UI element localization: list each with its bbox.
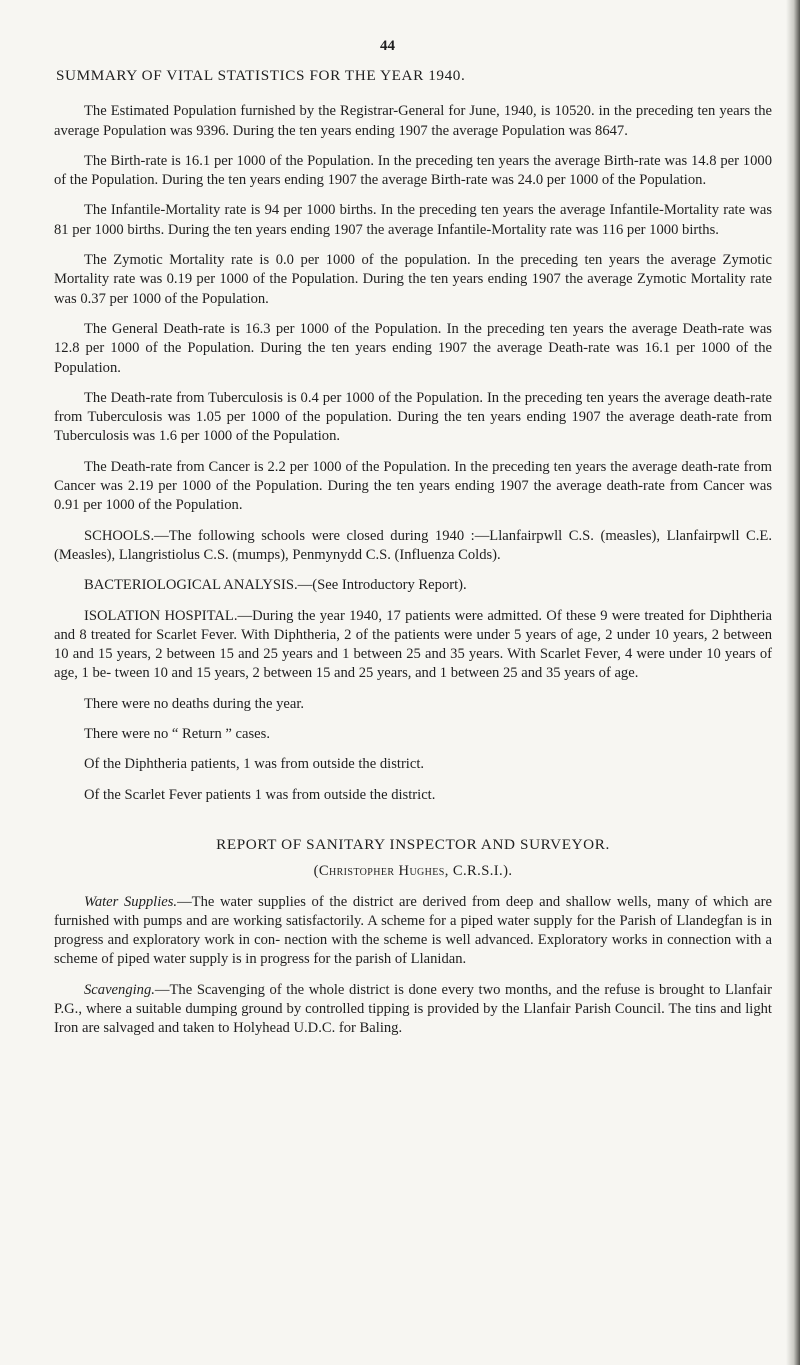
return-cases-paragraph: There were no “ Return ” cases. (84, 726, 270, 743)
page-title: SUMMARY OF VITAL STATISTICS FOR THE YEAR 1940. (56, 67, 466, 84)
death-rate-paragraph: The General Death-rate is 16.3 per 1000 of the Population. In the preceding ten years the average Death-rate was 12.8 per 1000 of the Population. During the ten years ending 1907 the average Death-rate was 16.1 per 1000 of the Population. (54, 320, 772, 376)
page-edge-shadow (786, 0, 800, 1365)
bacteriological-paragraph: BACTERIOLOGICAL ANALYSIS.—(See Introductory Report). (84, 577, 467, 594)
infant-mortality-paragraph: The Infantile-Mortality rate is 94 per 1000 births. In the preceding ten years the average Infantile-Mortality rate was 81 per 1000 births. During the ten years ending 1907 the average Infantile-Mortality rate was 116 per 1000 births. (54, 202, 772, 238)
scarlet-fever-outside-paragraph: Of the Scarlet Fever patients 1 was from outside the district. (84, 786, 436, 803)
deaths-paragraph: There were no deaths during the year. (84, 695, 305, 712)
population-paragraph: The Estimated Population furnished by the Registrar-General for June, 1940, is 10520. in the preceding ten years the average Population was 9396. During the ten years ending 1907 the average Population was 8647. (54, 103, 772, 139)
diphtheria-outside-paragraph: Of the Diphtheria patients, 1 was from outside the district. (84, 756, 425, 773)
scavenging-paragraph (54, 981, 772, 1039)
isolation-hospital-paragraph: ISOLATION HOSPITAL.—During the year 1940, 17 patients were admitted. Of these 9 were treated for Diphtheria and 8 treated for Scarlet Fever. With Diphtheria, 2 of the patients were under 5 years of age, 2 under 10 years, 2 between 10 and 15 years, 2 between 15 and 25 years and 1 between 25 and 35 years. With Scarlet Fever, 4 were under 10 years of age, 1 be- tween 10 and 15 years, 2 between 15 and 25 years, and 1 between 25 and 35 years of age. (54, 607, 772, 682)
water-supplies-paragraph (54, 893, 772, 970)
scavenging-heading: Scavenging. (84, 981, 155, 998)
zymotic-mortality-paragraph: The Zymotic Mortality rate is 0.0 per 1000 of the population. In the preceding ten years the average Zymotic Mortality rate was 0.19 per 1000 of the Population. During the ten years ending 1907 the average Zymotic Mortality rate was 0.37 per 1000 of the Population. (54, 252, 772, 307)
birth-rate-paragraph: The Birth-rate is 16.1 per 1000 of the Population. In the preceding ten years the average Birth-rate was 14.8 per 1000 of the Population. During the ten years ending 1907 the average Birth-rate was 24.0 per 1000 of the Population. (54, 152, 772, 189)
scavenging-text: —The Scavenging of the whole district is done every two months, and the refuse is brought to Llanfair P.G., where a suitable dumping ground by controlled tipping is provided by the Llanfair Parish Council. The tins and light Iron are salvaged and taken to Holyhead U.D.C. for Baling. (54, 981, 772, 1037)
cancer-paragraph: The Death-rate from Cancer is 2.2 per 1000 of the Population. In the preceding ten years the average death-rate from Cancer was 2.19 per 1000 of the Population. During the ten years ending 1907 the average death-rate from Cancer was 0.91 per 1000 of the Population. (54, 458, 772, 514)
water-supplies-text: —The water supplies of the district are derived from deep and shallow wells, many of which are furnished with pumps and are working satisfactorily. A scheme for a piped water supply for the Parish of Llandegfan is in progress and exploratory work in con- nection with the scheme is well advanced. Exploratory works in connection with a scheme of piped water supply is in progress for the parish of Llanidan. (54, 893, 772, 968)
page-number: 44 (380, 38, 395, 54)
page-content (54, 66, 772, 1050)
schools-paragraph: SCHOOLS.—The following schools were closed during 1940 :—Llanfairpwll C.S. (measles), Llanfairpwll C.E. (Measles), Llangristiolus C.S. (mumps), Penmynydd C.S. (Influenza Colds). (54, 527, 772, 563)
tuberculosis-paragraph: The Death-rate from Tuberculosis is 0.4 per 1000 of the Population. In the preceding ten years the average death-rate from Tuberculosis was 1.05 per 1000 of the population. During the ten years ending 1907 the average death-rate from Tuberculosis was 1.6 per 1000 of the Population. (54, 389, 772, 445)
report-title: REPORT OF SANITARY INSPECTOR AND SURVEYOR. (216, 835, 610, 853)
report-author: (Christopher Hughes, C.R.S.I.). (313, 863, 513, 880)
water-supplies-heading: Water Supplies. (84, 893, 178, 910)
